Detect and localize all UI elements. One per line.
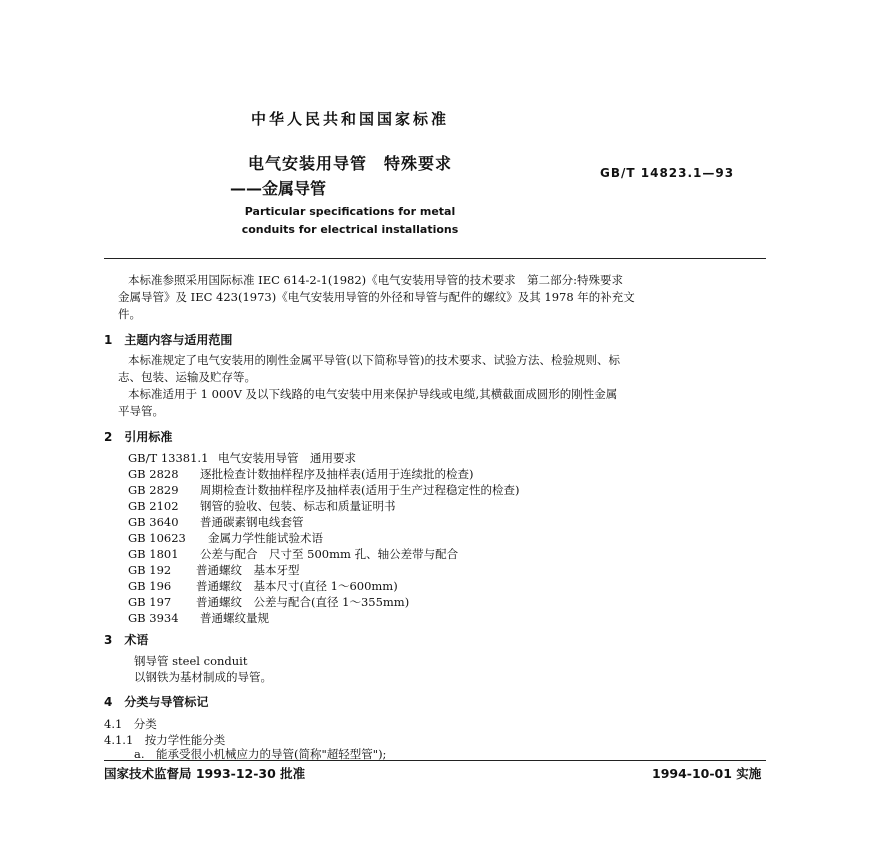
- reference-code: GB 1801: [128, 547, 179, 561]
- reference-item: [128, 578, 398, 594]
- reference-title: 普通螺纹 基本牙型: [196, 563, 300, 577]
- reference-code: GB 3640: [128, 515, 179, 529]
- paragraph-line: 本标准规定了电气安装用的刚性金属平导管(以下简称导管)的技术要求、试验方法、检验规则、标: [128, 353, 620, 367]
- section-heading-2: 2 引用标准: [104, 430, 173, 444]
- subsection-heading: 4.1.1 按力学性能分类: [104, 733, 226, 747]
- reference-item: [128, 450, 356, 466]
- footer-divider: [104, 760, 766, 761]
- reference-code: GB 3934: [128, 611, 179, 625]
- reference-title: 普通螺纹 基本尺寸(直径 1～600mm): [196, 579, 398, 593]
- paragraph-line: 平导管。: [118, 404, 164, 418]
- paragraph-line: 志、包装、运输及贮存等。: [118, 370, 256, 384]
- effective-date: 1994-10-01 实施: [652, 766, 762, 781]
- reference-title: 逐批检查计数抽样程序及抽样表(适用于连续批的检查): [200, 467, 474, 481]
- reference-item: [128, 514, 304, 530]
- reference-title: 电气安装用导管 通用要求: [218, 451, 356, 465]
- reference-code: GB 2829: [128, 483, 179, 497]
- intro-line: 本标准参照采用国际标准 IEC 614-2-1(1982)《电气安装用导管的技术要求 第二部分:特殊要求: [128, 273, 624, 287]
- reference-item: [128, 594, 409, 610]
- reference-item: [128, 466, 473, 482]
- standard-title: 电气安装用导管 特殊要求: [247, 154, 452, 173]
- section-heading-1: 1 主题内容与适用范围: [104, 333, 233, 347]
- list-item: a. 能承受很小机械应力的导管(简称"超轻型管");: [134, 747, 387, 761]
- reference-title: 普通螺纹 公差与配合(直径 1～355mm): [196, 595, 410, 609]
- reference-code: GB 2102: [128, 499, 179, 513]
- reference-item: [128, 546, 458, 562]
- reference-code: GB 197: [128, 595, 172, 609]
- reference-item: [128, 610, 269, 626]
- reference-code: GB/T 13381.1: [128, 451, 209, 465]
- reference-title: 公差与配合 尺寸至 500mm 孔、轴公差带与配合: [200, 547, 459, 561]
- reference-item: [128, 562, 300, 578]
- reference-code: GB 196: [128, 579, 172, 593]
- section-heading-4: 4 分类与导管标记: [104, 695, 209, 709]
- reference-item: [128, 498, 396, 514]
- reference-title: 周期检查计数抽样程序及抽样表(适用于生产过程稳定性的检查): [200, 483, 520, 497]
- english-title-line1: Particular specifications for metal: [244, 205, 456, 218]
- reference-code: GB 2828: [128, 467, 179, 481]
- paragraph-line: 本标准适用于 1 000V 及以下线路的电气安装中用来保护导线或电缆,其横截面成圆形的刚性金属: [128, 387, 618, 401]
- reference-item: [128, 530, 323, 546]
- approval-date: 国家技术监督局 1993-12-30 批准: [104, 766, 306, 781]
- standard-subtitle: ——金属导管: [230, 179, 327, 198]
- standard-code: GB/T 14823.1—93: [600, 166, 735, 180]
- national-standard-heading: 中华人民共和国国家标准: [250, 110, 449, 128]
- term-definition: 以钢铁为基材制成的导管。: [134, 670, 272, 684]
- english-title-line2: conduits for electrical installations: [241, 223, 459, 236]
- reference-title: 普通碳素钢电线套管: [200, 515, 304, 529]
- term: 钢导管 steel conduit: [134, 654, 248, 668]
- header-divider: [104, 258, 766, 259]
- reference-title: 金属力学性能试验术语: [208, 531, 323, 545]
- section-heading-3: 3 术语: [104, 633, 149, 647]
- reference-title: 普通螺纹量规: [200, 611, 269, 625]
- intro-line: 件。: [118, 307, 141, 321]
- reference-code: GB 192: [128, 563, 172, 577]
- subsection-heading: 4.1 分类: [104, 717, 157, 731]
- reference-code: GB 10623: [128, 531, 186, 545]
- intro-line: 金属导管》及 IEC 423(1973)《电气安装用导管的外径和导管与配件的螺纹》及其 1978 年的补充文: [118, 290, 635, 304]
- reference-item: [128, 482, 519, 498]
- reference-title: 钢管的验收、包装、标志和质量证明书: [200, 499, 396, 513]
